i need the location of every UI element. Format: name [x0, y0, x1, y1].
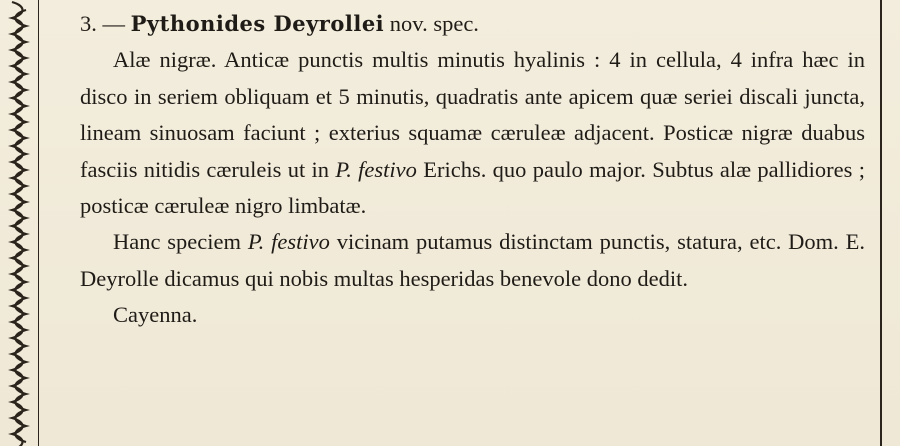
chain-ornament-icon [8, 0, 30, 446]
left-border [0, 0, 39, 446]
paragraph2-text-a: Hanc speciem [113, 229, 248, 255]
paragraph1-text-a: Alæ nigræ. Anticæ punctis multis minutis hyalinis : 4 in cellula, 4 infra hæc in disco in seriem obliquam et 5 minutis, quadratis ante apicem quæ seriei discali juncta, lineam sinuosam faciunt ; exterius squamæ cæruleæ adjacent. Posticæ nigræ duabus fasciis nitidis cæruleis ut in [80, 47, 865, 182]
paragraph1-text-b: Erichs. quo paulo major. Subtus alæ pallidiores ; posticæ cæruleæ nigro limbatæ. [80, 156, 865, 219]
species-status: nov. spec. [389, 11, 479, 36]
comparison-paragraph [80, 224, 865, 297]
right-border [880, 0, 900, 446]
entry-heading [80, 6, 865, 42]
species-description [80, 6, 865, 334]
paragraph2-text-b: vicinam putamus distinctam punctis, statura, etc. Dom. E. Deyrolle dicamus qui nobis multas hesperidas benevole dono dedit. [80, 229, 865, 291]
species-title: Pythonides Deyrollei [130, 11, 385, 36]
entry-number: 3. — [80, 11, 125, 36]
locality: Cayenna. [113, 302, 198, 328]
description-paragraph [80, 42, 865, 224]
paragraph2-species-ref: P. festivo [247, 229, 330, 255]
paragraph1-species-ref: P. festivo [335, 156, 417, 182]
